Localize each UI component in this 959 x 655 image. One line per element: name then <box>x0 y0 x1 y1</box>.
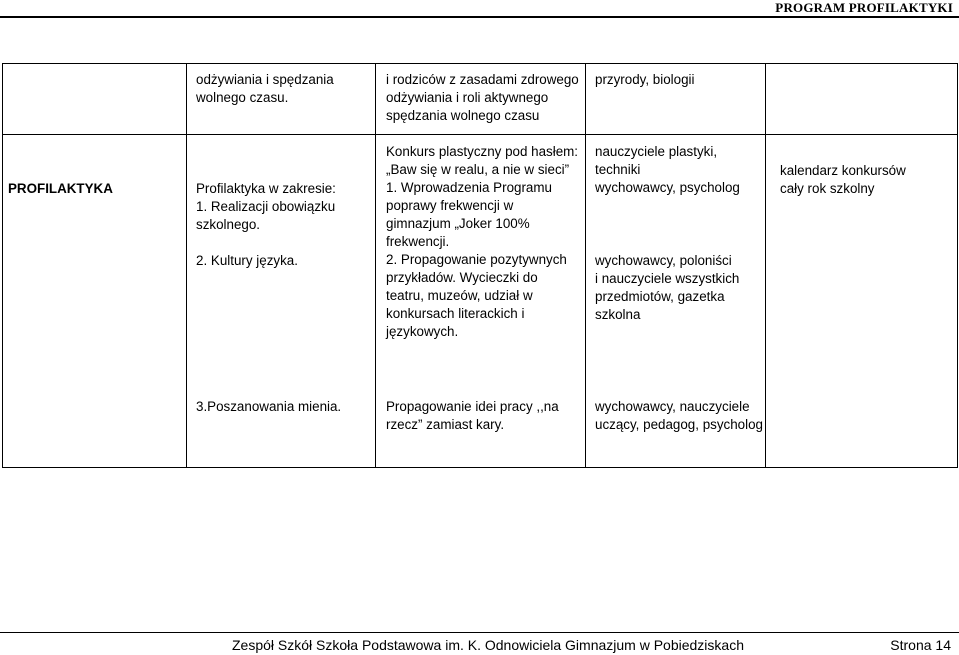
page-header-title: PROGRAM PROFILAKTYKI <box>775 0 953 15</box>
table-left-border <box>2 63 3 468</box>
table-cell: kalendarz konkursów cały rok szkolny <box>780 163 906 196</box>
table-right-border <box>957 63 958 468</box>
footer-page-number: Strona 14 <box>890 637 951 653</box>
table-cell: i rodziców z zasadami zdrowego odżywiania i roli aktywnego spędzania wolnego czasu <box>386 72 579 123</box>
table-col-divider <box>585 63 586 468</box>
table-cell: Profilaktyka w zakresie: 1. Realizacji obowiązku szkolnego. <box>196 181 336 232</box>
footer-school-name: Zespół Szkół Szkoła Podstawowa im. K. Odnowiciela Gimnazjum w Pobiedziskach <box>232 637 744 653</box>
section-label: PROFILAKTYKA <box>8 181 113 196</box>
table-col-divider <box>765 63 766 468</box>
table-cell: Konkurs plastyczny pod hasłem: „Baw się w realu, a nie w sieci” 1. Wprowadzenia Programu poprawy frekwencji w gimnazjum „Joker 100% frekwencji. 2. Propagowanie pozytywnych przykładów. Wycieczki do teatru, muzeów, udział w konkursach literackich i językowych. <box>386 144 579 339</box>
table-col-divider <box>186 63 187 468</box>
header-rule <box>0 16 959 18</box>
table-cell: Propagowanie idei pracy ,,na rzecz” zamiast kary. <box>386 399 559 432</box>
table-cell: odżywiania i spędzania wolnego czasu. <box>196 72 334 105</box>
table-bottom-border <box>2 467 957 468</box>
table-col-divider <box>375 63 376 468</box>
table-cell: nauczyciele plastyki, techniki wychowawcy, psycholog <box>595 144 740 195</box>
table-cell: wychowawcy, nauczyciele uczący, pedagog, psycholog <box>595 399 763 432</box>
footer-rule <box>0 632 959 633</box>
table-cell: 2. Kultury języka. <box>196 253 298 268</box>
table-top-border <box>2 63 957 64</box>
table-cell: przyrody, biologii <box>595 72 695 87</box>
table-cell: wychowawcy, poloniści i nauczyciele wszystkich przedmiotów, gazetka szkolna <box>595 253 740 322</box>
table-row-divider <box>2 134 957 135</box>
table-cell: 3.Poszanowania mienia. <box>196 399 342 414</box>
